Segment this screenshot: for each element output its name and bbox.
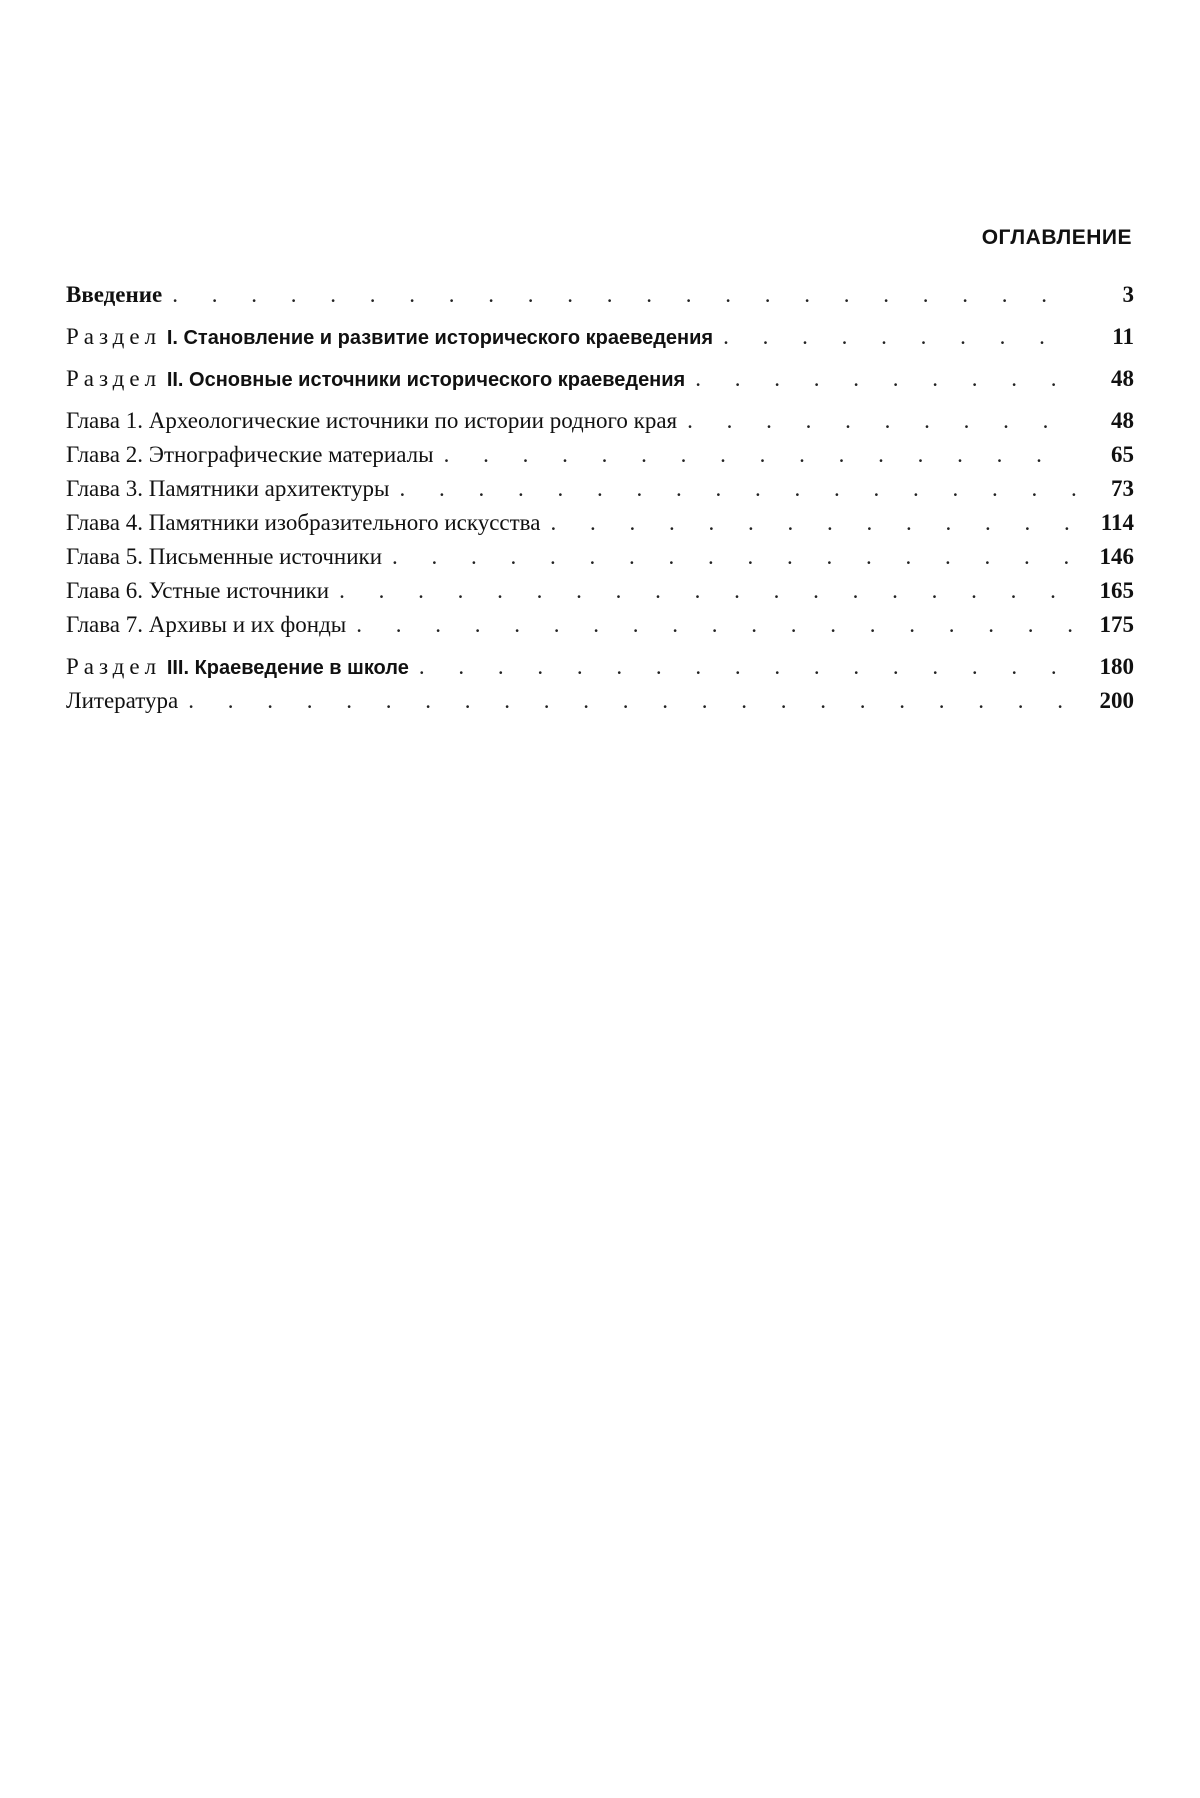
dot-leader <box>695 362 1076 396</box>
toc-entry-label <box>66 608 346 642</box>
toc-entry-title: III. Краеведение в школе <box>166 657 409 679</box>
dot-leader <box>356 608 1076 642</box>
toc-entry-section-3 <box>66 650 1134 684</box>
toc-entry-page: 11 <box>1112 324 1134 349</box>
toc-entry-title: Глава 3. Памятники архитектуры <box>66 476 390 501</box>
dot-leader <box>419 650 1076 684</box>
toc-entry-label <box>66 540 382 574</box>
toc-entry-title: I. Становление и развитие исторического краеведения <box>166 327 714 349</box>
toc-entry-label <box>66 438 434 472</box>
dot-leader <box>687 404 1076 438</box>
toc-entry-page: 73 <box>1111 476 1134 501</box>
dot-leader <box>399 472 1076 506</box>
toc-entry-page: 3 <box>1122 282 1134 307</box>
toc-entry-section-1 <box>66 320 1134 354</box>
toc-entry-label <box>66 650 409 685</box>
toc-entry-label <box>66 684 178 718</box>
toc-entry-title: II. Основные источники исторического краеведения <box>166 369 686 391</box>
toc-entry-page: 48 <box>1111 408 1134 433</box>
toc-entry-title: Глава 1. Археологические источники по истории родного края <box>66 408 678 433</box>
toc-entry-page: 65 <box>1111 442 1134 467</box>
toc-entry-label <box>66 506 540 540</box>
dot-leader <box>444 438 1076 472</box>
toc-entry-introduction <box>66 278 1134 312</box>
toc-entry-title: Глава 6. Устные источники <box>66 578 330 603</box>
toc-entry-label <box>66 574 329 608</box>
dot-leader <box>392 540 1076 574</box>
toc-entry-page: 165 <box>1099 578 1134 603</box>
section-prefix: Раздел <box>66 654 162 679</box>
dot-leader <box>339 574 1076 608</box>
toc-entry-chapter-2 <box>66 438 1134 472</box>
toc-entry-label <box>66 362 685 397</box>
toc-entry-chapter-7 <box>66 608 1134 642</box>
toc-entry-page: 146 <box>1099 544 1134 569</box>
toc-heading: ОГЛАВЛЕНИЕ <box>981 226 1132 249</box>
toc-entry-page: 175 <box>1099 612 1134 637</box>
section-prefix: Раздел <box>66 324 162 349</box>
toc-entry-label <box>66 320 713 355</box>
toc-entry-literature <box>66 684 1134 718</box>
toc-entry-chapter-4 <box>66 506 1134 540</box>
dot-leader <box>188 684 1076 718</box>
toc-entry-page: 180 <box>1099 654 1134 679</box>
dot-leader <box>723 320 1076 354</box>
dot-leader <box>550 506 1076 540</box>
toc-entry-title: Глава 4. Памятники изобразительного искусства <box>66 510 541 535</box>
toc-entry-page: 114 <box>1100 510 1134 535</box>
toc-entry-label <box>66 404 677 438</box>
toc-entry-chapter-1 <box>66 404 1134 438</box>
toc-entry-chapter-3 <box>66 472 1134 506</box>
toc-entry-title: Глава 7. Архивы и их фонды <box>66 612 347 637</box>
table-of-contents <box>66 278 1134 718</box>
dot-leader <box>172 278 1076 312</box>
section-prefix: Раздел <box>66 366 162 391</box>
toc-entry-title: Глава 2. Этнографические материалы <box>66 442 434 467</box>
toc-entry-page: 48 <box>1111 366 1134 391</box>
toc-entry-section-2 <box>66 362 1134 396</box>
toc-entry-label <box>66 472 389 506</box>
toc-entry-chapter-5 <box>66 540 1134 574</box>
toc-entry-label <box>66 278 162 312</box>
toc-entry-title: Глава 5. Письменные источники <box>66 544 383 569</box>
toc-entry-title: Введение <box>66 282 163 307</box>
toc-entry-chapter-6 <box>66 574 1134 608</box>
toc-entry-page: 200 <box>1099 688 1134 713</box>
toc-entry-title: Литература <box>66 688 179 713</box>
